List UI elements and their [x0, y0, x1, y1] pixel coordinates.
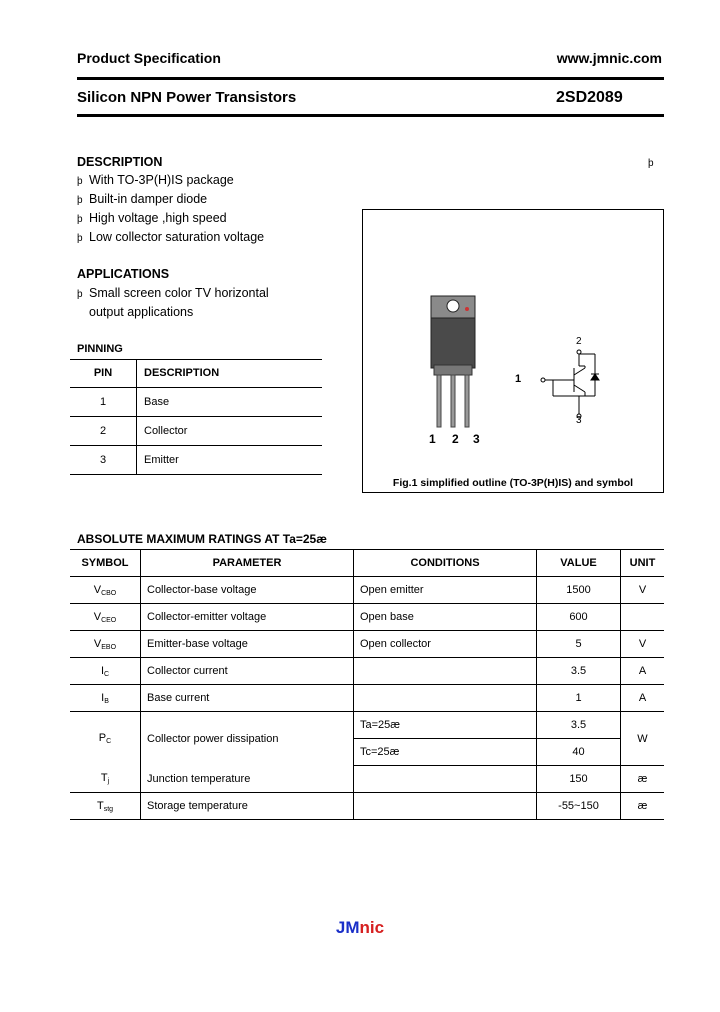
- package-outline-and-symbol: [363, 210, 663, 492]
- col-value-header: VALUE: [537, 550, 621, 577]
- desc-col-header: DESCRIPTION: [137, 359, 323, 388]
- table-row: [70, 658, 664, 685]
- col-symbol-header: SYMBOL: [70, 550, 141, 577]
- brand-logo: JMnic: [335, 918, 385, 937]
- symbol-emitter-label: 3: [576, 415, 582, 426]
- pinning-header-row: [70, 359, 322, 388]
- pinning-heading: PINNING: [77, 343, 123, 355]
- unit-cell: æ: [621, 766, 665, 793]
- table-row: [70, 766, 664, 793]
- pin-description: Base: [137, 388, 323, 417]
- symbol-cell: $P_C$: [70, 712, 141, 766]
- parameter-cell: Collector-emitter voltage: [141, 604, 354, 631]
- col-conditions-header: CONDITIONS: [354, 550, 537, 577]
- pin-description: Emitter: [137, 446, 323, 475]
- title-rule: [77, 114, 664, 117]
- applications-heading: APPLICATIONS: [77, 267, 170, 281]
- symbol-cell: $I_C$: [70, 658, 141, 685]
- table-row: [70, 604, 664, 631]
- value-cell: -55~150: [537, 793, 621, 820]
- conditions-cell: Open collector: [354, 631, 537, 658]
- figure-caption: Fig.1 simplified outline (TO-3P(H)IS) and symbol: [392, 477, 634, 489]
- to3p-package-drawing: [431, 296, 475, 427]
- ratings-table: [70, 549, 664, 820]
- table-row: [70, 631, 664, 658]
- conditions-cell: Open base: [354, 604, 537, 631]
- symbol-collector-label: 2: [576, 336, 582, 347]
- applications-item: output applications: [89, 305, 194, 319]
- description-item: þ Built-in damper diode: [77, 192, 208, 206]
- symbol-cell: $T_{stg}$: [70, 793, 141, 820]
- symbol-cell: $V_{CBO}$: [70, 577, 141, 604]
- conditions-cell: Tc=25æ: [354, 739, 537, 766]
- table-row: [70, 388, 322, 417]
- parameter-cell: Storage temperature: [141, 793, 354, 820]
- value-cell: 5: [537, 631, 621, 658]
- description-item: þ With TO-3P(H)IS package: [77, 173, 234, 187]
- conditions-cell: [354, 793, 537, 820]
- figure-box: [362, 209, 664, 493]
- symbol-cell: $V_{CEO}$: [70, 604, 141, 631]
- pin-number: 3: [70, 446, 137, 475]
- unit-cell: A: [621, 685, 665, 712]
- ratings-heading: ABSOLUTE MAXIMUM RATINGS AT Ta=25æ: [77, 532, 327, 546]
- parameter-cell: Collector-base voltage: [141, 577, 354, 604]
- unit-cell: æ: [621, 793, 665, 820]
- unit-cell: [621, 604, 665, 631]
- parameter-cell: Emitter-base voltage: [141, 631, 354, 658]
- pinning-table: [70, 359, 322, 475]
- product-title: Silicon NPN Power Transistors: [77, 89, 297, 106]
- description-item: þ High voltage ,high speed: [77, 211, 227, 225]
- parameter-cell: Collector power dissipation: [141, 712, 354, 766]
- symbol-cell: $I_B$: [70, 685, 141, 712]
- conditions-cell: Open emitter: [354, 577, 537, 604]
- part-number: 2SD2089: [556, 89, 623, 106]
- transistor-symbol: [541, 350, 599, 418]
- pin-description: Collector: [137, 417, 323, 446]
- pin-label-1: 1: [429, 432, 436, 446]
- parameter-cell: Junction temperature: [141, 766, 354, 793]
- bullet-mark: þ: [648, 158, 654, 169]
- header-right-url[interactable]: www.jmnic.com: [556, 50, 662, 66]
- unit-cell: A: [621, 658, 665, 685]
- description-item: þ Low collector saturation voltage: [77, 230, 265, 244]
- unit-cell: W: [621, 712, 665, 766]
- description-heading: DESCRIPTION: [77, 155, 163, 169]
- symbol-base-label: 1: [515, 373, 522, 385]
- pin-label-2: 2: [452, 432, 459, 446]
- table-row: [70, 712, 664, 739]
- symbol-cell: $V_{EBO}$: [70, 631, 141, 658]
- unit-cell: V: [621, 631, 665, 658]
- value-cell: 3.5: [537, 658, 621, 685]
- table-row: [70, 446, 322, 475]
- table-row: [70, 577, 664, 604]
- value-cell: 1500: [537, 577, 621, 604]
- value-cell: 1: [537, 685, 621, 712]
- parameter-cell: Collector current: [141, 658, 354, 685]
- pin-col-header: PIN: [70, 359, 137, 388]
- pin-label-3: 3: [473, 432, 480, 446]
- header-rule: [77, 77, 664, 80]
- unit-cell: V: [621, 577, 665, 604]
- conditions-cell: [354, 685, 537, 712]
- conditions-cell: Ta=25æ: [354, 712, 537, 739]
- applications-item: þ Small screen color TV horizontal: [77, 286, 269, 300]
- table-row: [70, 685, 664, 712]
- col-unit-header: UNIT: [621, 550, 665, 577]
- conditions-cell: [354, 658, 537, 685]
- ratings-header-row: [70, 550, 664, 577]
- conditions-cell: [354, 766, 537, 793]
- table-row: [70, 417, 322, 446]
- value-cell: 3.5: [537, 712, 621, 739]
- parameter-cell: Base current: [141, 685, 354, 712]
- table-row: [70, 793, 664, 820]
- value-cell: 150: [537, 766, 621, 793]
- value-cell: 40: [537, 739, 621, 766]
- pin-number: 1: [70, 388, 137, 417]
- value-cell: 600: [537, 604, 621, 631]
- col-parameter-header: PARAMETER: [141, 550, 354, 577]
- pin-number: 2: [70, 417, 137, 446]
- header-left: Product Specification: [77, 50, 221, 66]
- symbol-cell: $T_j$: [100, 772, 110, 786]
